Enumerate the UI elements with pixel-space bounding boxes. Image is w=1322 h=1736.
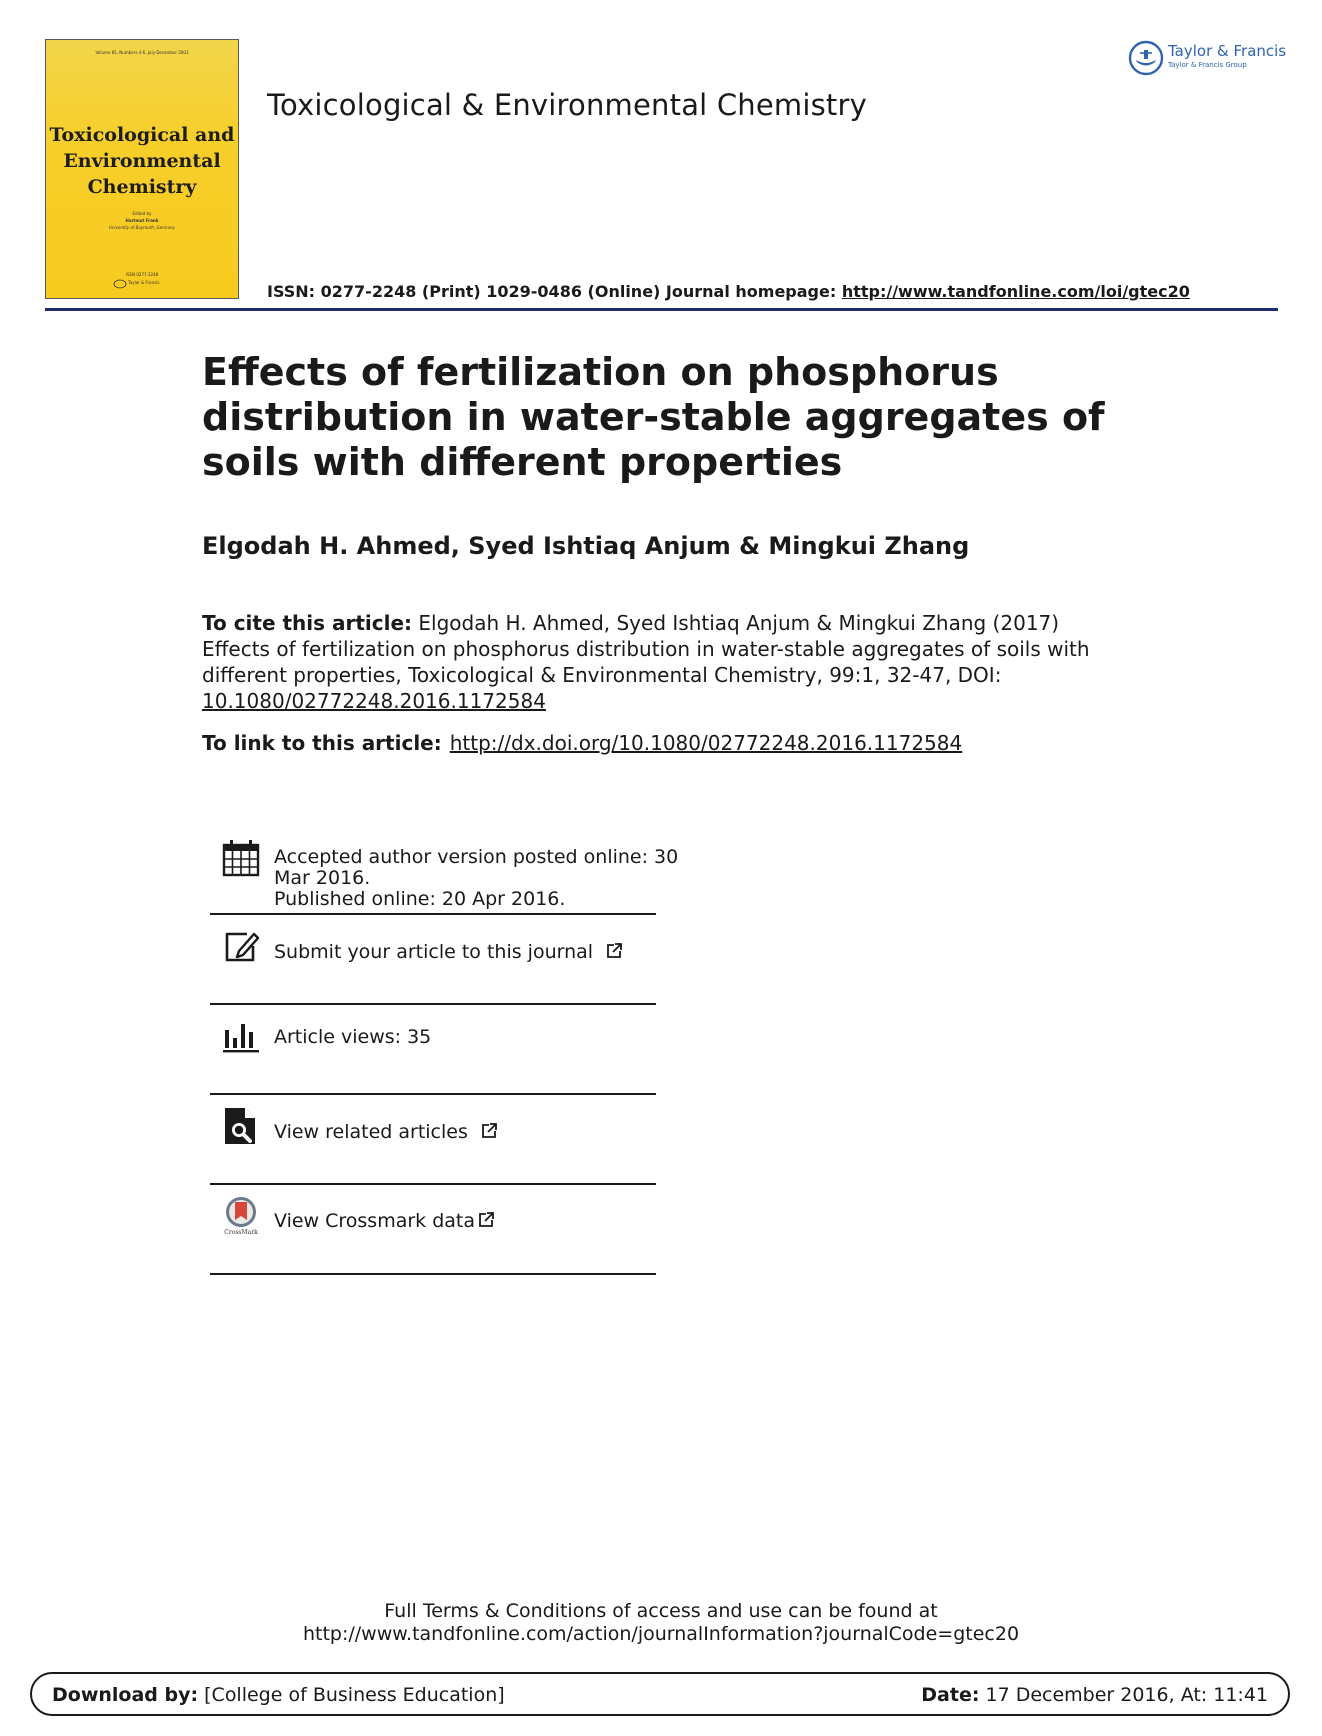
publication-dates: Accepted author version posted online: 30 Mar 2016. Published online: 20 Apr 2016. [274, 846, 679, 910]
info-divider [210, 1003, 656, 1005]
terms-notice: Full Terms & Conditions of access and use can be found at http://www.tandfonline.com/action/journalInformation?journalCode=gtec20 [0, 1600, 1322, 1646]
info-divider [210, 1273, 656, 1275]
publisher-name: Taylor & Francis [1168, 42, 1287, 60]
calendar-icon [221, 838, 261, 878]
info-divider [210, 1093, 656, 1095]
downloaded-by: Download by: [College of Business Education] [52, 1684, 505, 1706]
external-link-icon [605, 942, 623, 960]
article-title: Effects of fertilization on phosphorus distribution in water-stable aggregates of soils with different properties [202, 350, 1105, 484]
svg-text:Taylor & Francis: Taylor & Francis [128, 280, 160, 285]
article-doi-url-link[interactable]: http://dx.doi.org/10.1080/02772248.2016.1172584 [449, 731, 963, 755]
cover-issn: ISSN 0277-2248 [125, 272, 159, 277]
cover-publisher-logo-icon [112, 276, 172, 290]
article-views: Article views: 35 [274, 1026, 432, 1048]
crossmark-icon [221, 1196, 261, 1236]
document-search-icon [221, 1106, 261, 1146]
issn-line: ISSN: 0277-2248 (Print) 1029-0486 (Online) Journal homepage: http://www.tandfonline.com/loi/gtec20 [267, 282, 1190, 301]
info-divider [210, 913, 656, 915]
related-articles-link[interactable]: View related articles [274, 1122, 498, 1143]
citation-block: To cite this article: Elgodah H. Ahmed, Syed Ishtiaq Anjum & Mingkui Zhang (2017) Effects of fertilization on phosphorus distribution in water-stable aggregates of soils with different properties, Toxicological & Environmental Chemistry, 99:1, 32-47, DOI: 10.1080/02772248.2016.1172584 [202, 611, 1090, 713]
journal-cover [45, 39, 239, 299]
info-divider [210, 1183, 656, 1185]
edit-icon [221, 926, 261, 966]
publisher-group: Taylor & Francis Group [1168, 61, 1247, 69]
journal-homepage-link[interactable]: http://www.tandfonline.com/loi/gtec20 [841, 282, 1190, 301]
download-date: Date: 17 December 2016, At: 11:41 [921, 1684, 1268, 1706]
terms-url-link[interactable]: http://www.tandfonline.com/action/journalInformation?journalCode=gtec20 [302, 1623, 1020, 1645]
cover-title: Toxicological and Environmental Chemistry [49, 124, 235, 198]
taylor-francis-logo-icon [1128, 40, 1164, 76]
article-link-line: To link to this article: http://dx.doi.org/10.1080/02772248.2016.1172584 [202, 731, 963, 755]
external-link-icon [480, 1122, 498, 1140]
header-divider [45, 308, 1278, 311]
download-info-bar [30, 1672, 1290, 1716]
doi-link[interactable]: 10.1080/02772248.2016.1172584 [202, 689, 546, 713]
bar-chart-icon [221, 1016, 261, 1056]
cover-editor: Edited by Hartmut Frank University of Bayreuth, Germany [109, 211, 175, 230]
external-link-icon [477, 1211, 495, 1229]
svg-text:CrossMark: CrossMark [224, 1229, 258, 1236]
crossmark-data-link[interactable]: View Crossmark data [274, 1211, 495, 1232]
submit-article-link[interactable]: Submit your article to this journal [274, 942, 623, 963]
cover-volume-line: Volume 85, Numbers 4-6, July-December 2003 [95, 50, 189, 55]
journal-title: Toxicological & Environmental Chemistry [267, 88, 867, 122]
article-authors: Elgodah H. Ahmed, Syed Ishtiaq Anjum & Mingkui Zhang [202, 532, 970, 560]
